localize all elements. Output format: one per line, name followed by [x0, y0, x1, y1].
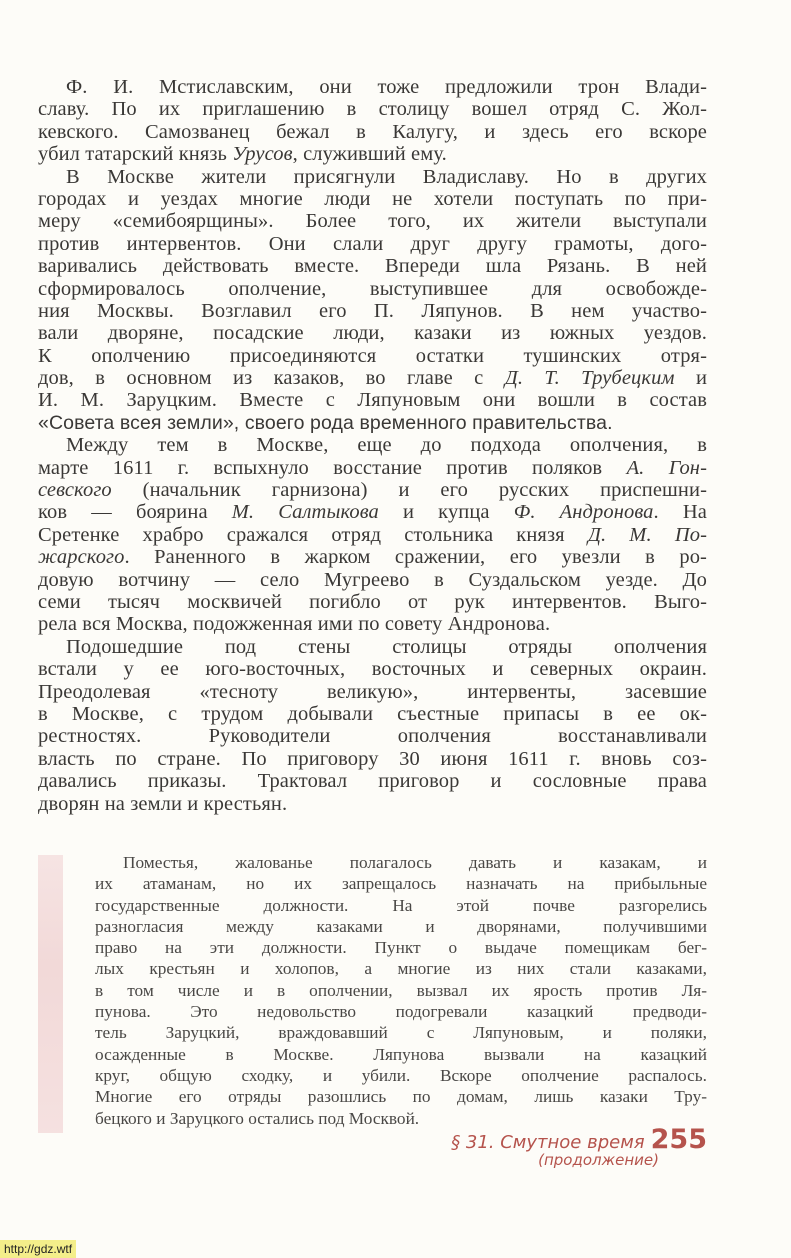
text-line: [38, 793, 707, 815]
text-segment: в том числе и в ополчении, вызвал их ярость против Ля-: [95, 980, 707, 1000]
paragraph: [38, 166, 707, 435]
text-line: [38, 457, 707, 479]
section-subtitle: (продолжение): [538, 1151, 659, 1169]
text-segment: тель Заруцкий, враждовавший с Ляпуновым, и поляки,: [95, 1023, 707, 1043]
text-segment: вали дворяне, посадские люди, казаки из южных уездов.: [38, 322, 707, 345]
text-line: [95, 852, 707, 873]
text-line: [38, 143, 707, 165]
italic-name: М. Салтыкова: [231, 501, 379, 524]
text-segment: . Раненного в жарком сражении, его увезли в ро-: [124, 546, 707, 569]
supplementary-text-box: [95, 852, 707, 1129]
text-segment: власть по стране. По приговору 30 июня 1611 г. вновь соз-: [38, 747, 707, 770]
text-line: [95, 916, 707, 937]
italic-name: Урусов: [232, 143, 293, 166]
text-segment: К ополчению присоединяются остатки тушинских отря-: [38, 344, 707, 367]
text-line: [38, 412, 707, 434]
text-line: [38, 278, 707, 300]
text-line: [38, 770, 707, 792]
text-segment: круг, общую сходку, и убили. Вскоре ополчение распалось.: [95, 1065, 707, 1085]
text-segment: семи тысяч москвичей погибло от рук интервентов. Выго-: [38, 590, 707, 613]
sidebar-box-accent-strip: [38, 855, 63, 1133]
text-segment: . На: [653, 501, 707, 524]
text-line: [38, 76, 707, 98]
text-segment: Поместья, жалованье полагалось давать и казакам, и: [123, 853, 707, 872]
italic-name: Ф. Андронова: [513, 501, 654, 524]
text-line: [38, 748, 707, 770]
italic-name: жарского: [38, 546, 125, 569]
text-segment: и купца: [378, 501, 514, 524]
paragraph: [38, 636, 707, 815]
text-segment: осажденные в Москве. Ляпунова вызвали на казацкий: [95, 1044, 707, 1064]
text-line: [95, 958, 707, 979]
text-line: [38, 121, 707, 143]
text-line: [38, 233, 707, 255]
text-segment: дворян на земли и крестьян.: [38, 792, 288, 815]
section-title: § 31. Смутное время: [451, 1132, 645, 1153]
text-segment: В Москве жители присягнули Владиславу. Но в других: [66, 165, 707, 188]
text-segment: городах и уездах многие люди не хотели поступать по при-: [38, 187, 707, 210]
text-segment: и: [674, 367, 708, 390]
page-footer: [451, 1124, 707, 1169]
text-line: [38, 569, 707, 591]
text-segment: меру «семибоярщины». Более того, их жители выступали: [38, 210, 707, 233]
text-line: [38, 367, 707, 389]
text-segment: Ф. И. Мстиславским, они тоже предложили трон Влади-: [66, 76, 707, 98]
main-text: [38, 76, 707, 815]
text-segment: убил татарский князь: [38, 143, 233, 166]
paragraph: [38, 434, 707, 636]
watermark-link[interactable]: http://gdz.wtf: [0, 1240, 76, 1258]
text-line: [38, 322, 707, 344]
text-segment: в Москве, с трудом добывали съестные припасы в ее ок-: [38, 702, 707, 725]
text-segment: встали у ее юго-восточных, восточных и северных окраин.: [38, 658, 707, 681]
text-line: [38, 188, 707, 210]
text-line: [95, 873, 707, 894]
text-segment: пунова. Это недовольство подогревали казацкий предводи-: [95, 1002, 707, 1022]
text-line: [38, 345, 707, 367]
text-segment: Многие его отряды разошлись по домам, лишь казаки Тру-: [95, 1087, 707, 1107]
paragraph: [38, 76, 707, 166]
text-segment: довую вотчину — село Мугреево в Суздальском уезде. До: [38, 568, 707, 591]
text-segment: марте 1611 г. вспыхнуло восстание против поляков: [38, 456, 627, 479]
text-segment: их атаманам, но их запрещалось назначать на прибыльные: [95, 874, 707, 894]
text-line: [38, 725, 707, 747]
text-segment: Преодолевая «тесноту великую», интервенты, засевшие: [38, 680, 707, 703]
text-line: [38, 681, 707, 703]
text-segment: право на эти должности. Пункт о выдаче помещикам бег-: [95, 938, 707, 958]
italic-name: Д. М. По-: [587, 523, 707, 546]
text-line: [95, 1001, 707, 1022]
text-segment: кевского. Самозванец бежал в Калугу, и здесь его вскоре: [38, 120, 707, 143]
text-line: [38, 98, 707, 120]
text-segment: , служивший ему.: [292, 143, 447, 166]
text-line: [38, 434, 707, 456]
text-line: [38, 613, 707, 635]
page-number: 255: [650, 1124, 707, 1155]
text-line: [95, 1086, 707, 1107]
text-segment: рела вся Москва, подожженная ими по совету Андронова.: [38, 613, 551, 636]
text-line: [38, 524, 707, 546]
text-segment: лых крестьян и холопов, а многие из них стали казаками,: [95, 959, 707, 979]
italic-name: Д. Т. Трубецким: [504, 367, 675, 390]
text-segment: Сретенке храбро сражался отряд стольника князя: [38, 523, 588, 546]
text-line: [95, 980, 707, 1001]
text-segment: давались приказы. Трактовал приговор и сословные права: [38, 770, 707, 793]
text-line: [38, 501, 707, 523]
text-line: [38, 658, 707, 680]
text-line: [38, 300, 707, 322]
text-segment: варивались действовать вместе. Впереди шла Рязань. В ней: [38, 255, 707, 278]
text-segment: рестностях. Руководители ополчения восстанавливали: [38, 725, 707, 748]
italic-name: севского: [38, 479, 112, 502]
text-line: [38, 210, 707, 232]
text-line: [38, 703, 707, 725]
text-segment: (начальник гарнизона) и его русских приспешни-: [111, 479, 707, 502]
text-segment: «Совета всея земли», своего рода временного правительства.: [38, 411, 613, 434]
text-line: [38, 166, 707, 188]
paragraph: [95, 852, 707, 1129]
text-line: [95, 1065, 707, 1086]
text-segment: сформировалось ополчение, выступившее для освобожде-: [38, 277, 707, 300]
italic-name: А. Гон-: [626, 456, 707, 479]
text-segment: государственные должности. На этой почве разгорелись: [95, 895, 707, 915]
text-line: [38, 255, 707, 277]
text-segment: ков — боярина: [38, 501, 232, 524]
text-line: [38, 389, 707, 411]
text-line: [38, 479, 707, 501]
text-segment: дов, в основном из казаков, во главе с: [38, 367, 505, 390]
text-line: [38, 591, 707, 613]
text-segment: Подошедшие под стены столицы отряды ополчения: [66, 635, 707, 658]
text-segment: Между тем в Москве, еще до подхода ополчения, в: [66, 434, 707, 457]
text-segment: разногласия между казаками и дворянами, получившими: [95, 916, 707, 936]
text-line: [38, 636, 707, 658]
text-segment: И. М. Заруцким. Вместе с Ляпуновым они вошли в состав: [38, 389, 707, 412]
text-segment: против интервентов. Они слали друг другу грамоты, дого-: [38, 232, 707, 255]
text-line: [95, 1022, 707, 1043]
text-segment: ния Москвы. Возглавил его П. Ляпунов. В нем участво-: [38, 299, 707, 322]
text-line: [95, 937, 707, 958]
text-segment: славу. По их приглашению в столицу вошел отряд С. Жол-: [38, 98, 707, 121]
text-line: [38, 546, 707, 568]
text-line: [95, 1044, 707, 1065]
text-segment: бецкого и Заруцкого остались под Москвой.: [95, 1108, 420, 1128]
text-line: [95, 895, 707, 916]
